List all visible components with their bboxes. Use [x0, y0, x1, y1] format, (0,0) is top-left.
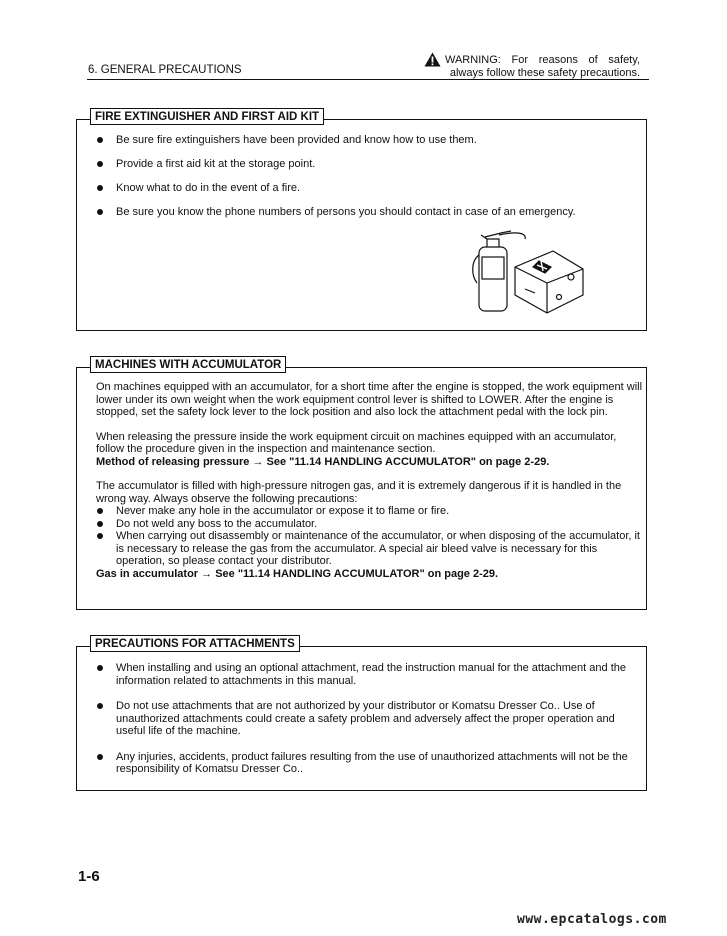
warning-triangle-icon — [424, 52, 441, 67]
watermark: www.epcatalogs.com — [517, 912, 667, 927]
list-item: Do not use attachments that are not authorized by your distributor or Komatsu Dresser Co.. Use of unauthorized attachments could create a safety problem and adversely affect the proper operation and useful life of the machine. — [89, 700, 637, 738]
warning-word-5: safety, — [608, 54, 640, 66]
header-rule — [87, 79, 649, 80]
attachments-list — [89, 662, 637, 776]
accumulator-section — [76, 359, 647, 610]
list-item: Do not weld any boss to the accumulator. — [89, 518, 646, 531]
accumulator-list — [89, 505, 646, 568]
accumulator-paragraph-2: When releasing the pressure inside the work equipment circuit on machines equipped with an accumulator, follow the procedure given in the inspection and maintenance section. — [96, 430, 617, 455]
attachments-section-title: PRECAUTIONS FOR ATTACHMENTS — [90, 635, 300, 652]
warning-word-2: For — [511, 54, 528, 66]
fire-list — [89, 134, 637, 219]
list-item: Never make any hole in the accumulator or expose it to flame or fire. — [89, 505, 646, 518]
warning-word-4: of — [588, 54, 598, 66]
warning-word-1: WARNING: — [445, 54, 501, 66]
warning-line-2: always follow these safety precautions. — [449, 67, 640, 79]
attachments-section — [76, 638, 647, 791]
list-item: Any injuries, accidents, product failures resulting from the use of unauthorized attachments will not be the responsibility of Komatsu Dresser Co.. — [89, 751, 637, 776]
page-number: 1-6 — [78, 868, 100, 885]
section-heading: 6. GENERAL PRECAUTIONS — [88, 64, 242, 76]
extinguisher-and-first-aid-kit-illustration — [467, 225, 591, 317]
accumulator-paragraph-3: The accumulator is filled with high-pressure nitrogen gas, and it is extremely dangerous if it is handled in the wrong way. Always observe the following precautions: — [96, 480, 622, 505]
list-item: Know what to do in the event of a fire. — [89, 182, 637, 195]
accumulator-body — [96, 381, 646, 580]
accumulator-reference-1: Method of releasing pressure → See "11.14 HANDLING ACCUMULATOR" on page 2-29. — [96, 455, 550, 468]
warning-notice — [424, 52, 640, 80]
fire-extinguisher-section — [76, 111, 647, 331]
accumulator-paragraph-1: On machines equipped with an accumulator, for a short time after the engine is stopped, the work equipment will lower under its own weight when the work equipment control lever is shifted to LOWER. After the engine is stopped, set the safety lock lever to the lock position and also lock the attachment pedal with the lock pin. — [96, 381, 643, 418]
list-item: Provide a first aid kit at the storage point. — [89, 158, 637, 171]
list-item: When installing and using an optional attachment, read the instruction manual for the attachment and the information related to attachments in this manual. — [89, 662, 637, 687]
list-item: Be sure you know the phone numbers of persons you should contact in case of an emergency. — [89, 206, 637, 219]
list-item: When carrying out disassembly or maintenance of the accumulator, or when disposing of the accumulator, it is necessary to release the gas from the accumulator. A special air bleed valve is necessary for this operation, so please contact your distributor. — [89, 530, 646, 568]
list-item: Be sure fire extinguishers have been provided and know how to use them. — [89, 134, 637, 147]
fire-section-title: FIRE EXTINGUISHER AND FIRST AID KIT — [90, 108, 324, 125]
accumulator-reference-2: Gas in accumulator → See "11.14 HANDLING ACCUMULATOR" on page 2-29. — [96, 567, 499, 580]
accumulator-section-title: MACHINES WITH ACCUMULATOR — [90, 356, 286, 373]
warning-word-3: reasons — [538, 54, 578, 66]
